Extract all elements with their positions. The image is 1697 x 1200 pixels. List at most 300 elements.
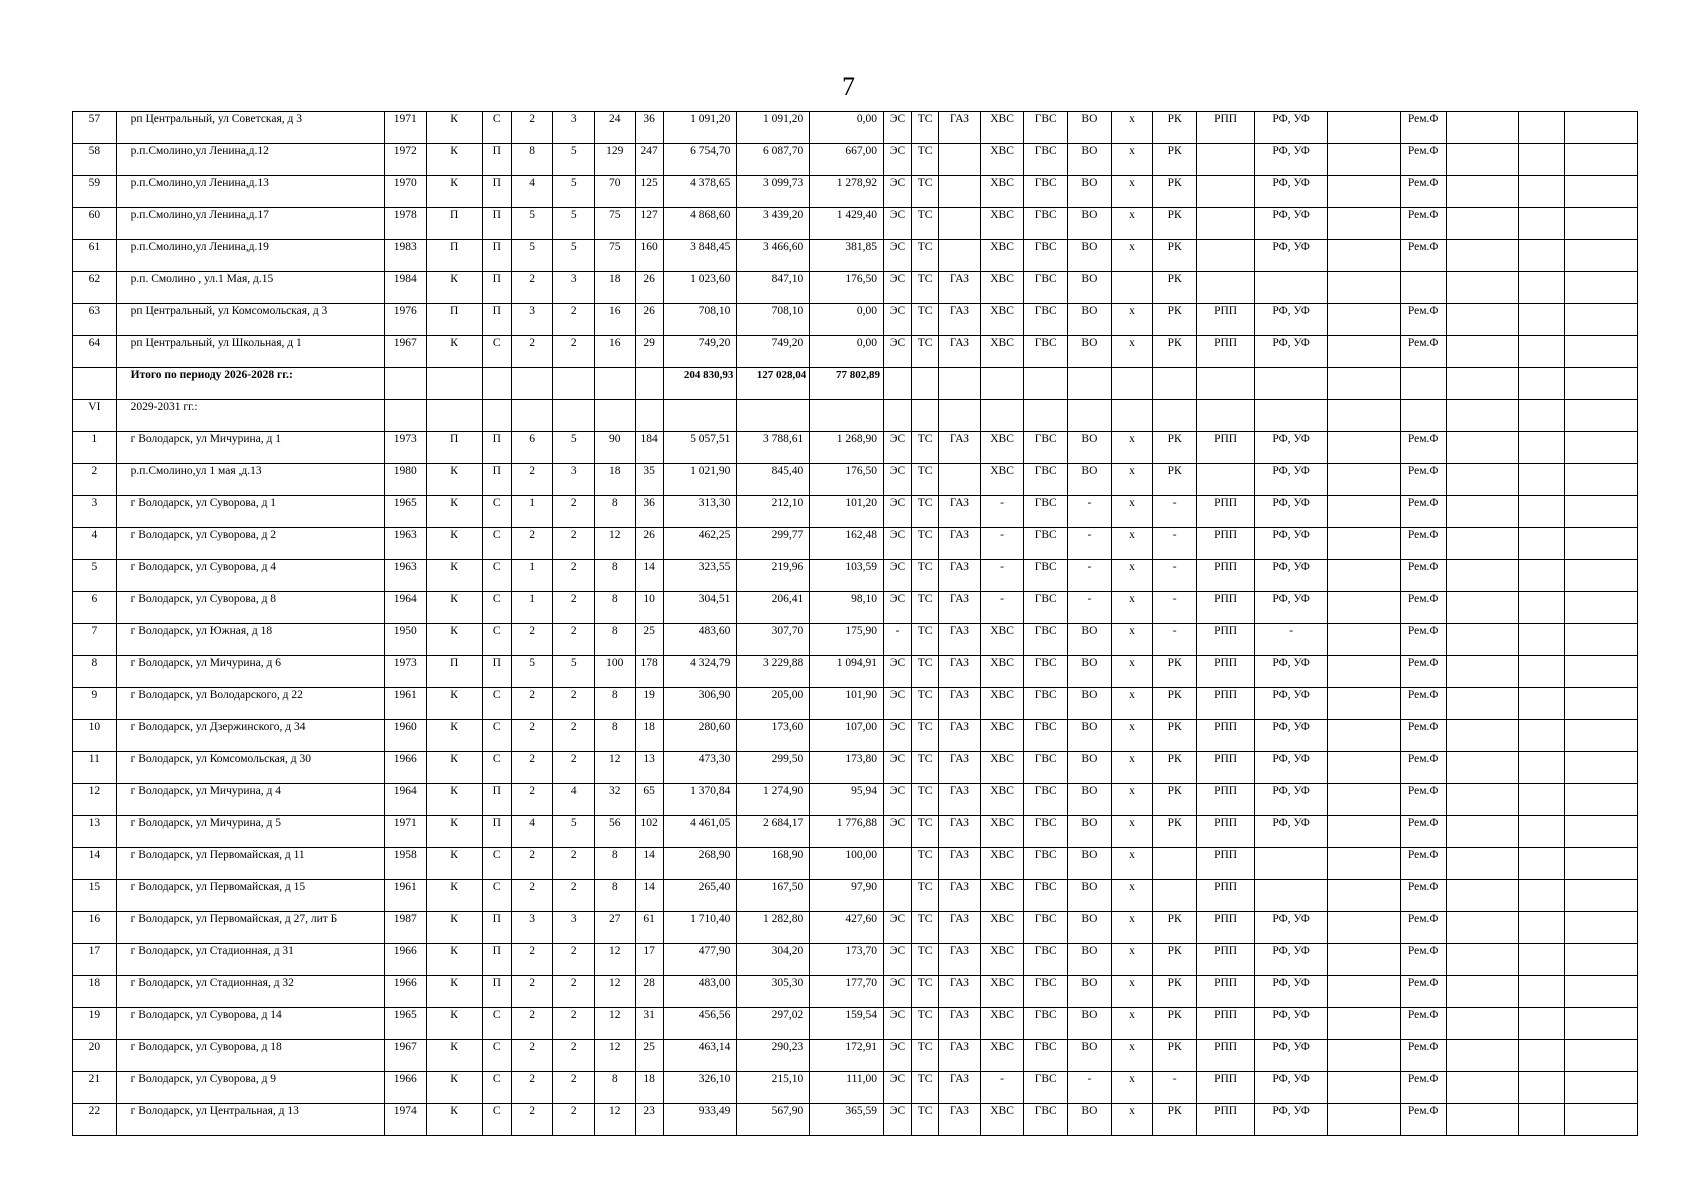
cell-c25	[1446, 848, 1519, 880]
cell-rk: РК	[1153, 240, 1197, 272]
cell-c23	[1328, 464, 1401, 496]
cell-hvs: -	[980, 560, 1024, 592]
cell-gvs: ГВС	[1024, 656, 1068, 688]
cell-hvs: -	[980, 1072, 1024, 1104]
cell-floors: 6	[511, 432, 553, 464]
cell-no	[73, 368, 117, 400]
cell-ts: ТС	[912, 624, 939, 656]
housing-register-table	[72, 111, 1638, 1136]
cell-entrances: 3	[553, 912, 595, 944]
cell-c26	[1519, 784, 1565, 816]
cell-rem: Рем.Ф	[1400, 240, 1446, 272]
cell-area-res: 1 091,20	[737, 112, 810, 144]
cell-c27	[1565, 560, 1638, 592]
cell-rk: -	[1153, 592, 1197, 624]
cell-hvs: ХВС	[980, 752, 1024, 784]
cell-c25	[1446, 304, 1519, 336]
cell-area-total: 477,90	[663, 944, 737, 976]
cell-floors: 2	[511, 976, 553, 1008]
cell-residents: 25	[635, 1040, 663, 1072]
table-row	[73, 560, 1638, 592]
cell-c25	[1446, 560, 1519, 592]
cell-hvs: ХВС	[980, 1104, 1024, 1136]
cell-rk: РК	[1153, 944, 1197, 976]
cell-x	[1111, 368, 1153, 400]
cell-es: -	[884, 624, 912, 656]
cell-c23	[1328, 752, 1401, 784]
cell-c23	[1328, 720, 1401, 752]
cell-rk: РК	[1153, 816, 1197, 848]
cell-roof: С	[482, 720, 511, 752]
cell-no: 13	[73, 816, 117, 848]
cell-rf	[1255, 272, 1328, 304]
cell-c23	[1328, 400, 1401, 432]
cell-c26	[1519, 208, 1565, 240]
cell-apartments: 12	[594, 1104, 635, 1136]
cell-gaz: ГАЗ	[939, 656, 981, 688]
cell-year: 1961	[384, 880, 426, 912]
cell-gaz: ГАЗ	[939, 880, 981, 912]
cell-area-res: 3 439,20	[737, 208, 810, 240]
register-body	[73, 112, 1638, 1136]
cell-es: ЭС	[884, 752, 912, 784]
cell-hvs: ХВС	[980, 784, 1024, 816]
cell-c26	[1519, 144, 1565, 176]
cell-ts: ТС	[912, 912, 939, 944]
cell-apartments: 18	[594, 272, 635, 304]
cell-ts: ТС	[912, 240, 939, 272]
cell-vo: ВО	[1068, 944, 1112, 976]
cell-x: х	[1111, 112, 1153, 144]
cell-ts: ТС	[912, 1008, 939, 1040]
cell-c26	[1519, 944, 1565, 976]
cell-apartments	[594, 400, 635, 432]
cell-gvs: ГВС	[1024, 976, 1068, 1008]
cell-year: 1966	[384, 752, 426, 784]
cell-c25	[1446, 944, 1519, 976]
cell-vo	[1068, 400, 1112, 432]
cell-no: 5	[73, 560, 117, 592]
cell-roof: С	[482, 848, 511, 880]
cell-area-nonres: 427,60	[810, 912, 884, 944]
cell-apartments: 24	[594, 112, 635, 144]
cell-rf	[1255, 368, 1328, 400]
cell-entrances: 3	[553, 272, 595, 304]
cell-apartments: 8	[594, 720, 635, 752]
cell-vo: ВО	[1068, 432, 1112, 464]
cell-c25	[1446, 272, 1519, 304]
cell-rpp: РПП	[1197, 624, 1255, 656]
cell-address: г Володарск, ул Мичурина, д 1	[116, 432, 384, 464]
cell-area-res: 305,30	[737, 976, 810, 1008]
cell-apartments: 12	[594, 976, 635, 1008]
cell-apartments: 12	[594, 528, 635, 560]
cell-roof: П	[482, 464, 511, 496]
cell-wall: К	[426, 496, 482, 528]
cell-ts	[912, 400, 939, 432]
cell-residents: 31	[635, 1008, 663, 1040]
cell-area-nonres: 176,50	[810, 464, 884, 496]
table-row	[73, 144, 1638, 176]
cell-x: х	[1111, 240, 1153, 272]
cell-wall: К	[426, 336, 482, 368]
cell-x: х	[1111, 144, 1153, 176]
cell-gaz: ГАЗ	[939, 560, 981, 592]
cell-rf: РФ, УФ	[1255, 944, 1328, 976]
cell-no: 60	[73, 208, 117, 240]
cell-c27	[1565, 784, 1638, 816]
cell-rf: РФ, УФ	[1255, 112, 1328, 144]
cell-area-nonres: 381,85	[810, 240, 884, 272]
cell-rf: РФ, УФ	[1255, 560, 1328, 592]
cell-no: 58	[73, 144, 117, 176]
cell-gvs: ГВС	[1024, 336, 1068, 368]
period-total-row	[73, 368, 1638, 400]
cell-floors: 5	[511, 208, 553, 240]
cell-rk: РК	[1153, 688, 1197, 720]
cell-apartments: 8	[594, 496, 635, 528]
cell-x: х	[1111, 1008, 1153, 1040]
cell-x	[1111, 272, 1153, 304]
cell-x: х	[1111, 624, 1153, 656]
cell-c23	[1328, 240, 1401, 272]
table-row	[73, 1072, 1638, 1104]
cell-apartments: 18	[594, 464, 635, 496]
cell-no: 12	[73, 784, 117, 816]
cell-gaz: ГАЗ	[939, 944, 981, 976]
cell-address: г Володарск, ул Суворова, д 2	[116, 528, 384, 560]
cell-c23	[1328, 1008, 1401, 1040]
cell-wall: К	[426, 752, 482, 784]
cell-wall: П	[426, 432, 482, 464]
cell-year: 1970	[384, 176, 426, 208]
cell-c27	[1565, 592, 1638, 624]
cell-hvs: ХВС	[980, 304, 1024, 336]
cell-c26	[1519, 816, 1565, 848]
cell-c26	[1519, 624, 1565, 656]
cell-rf: РФ, УФ	[1255, 688, 1328, 720]
cell-c26	[1519, 176, 1565, 208]
cell-c25	[1446, 752, 1519, 784]
cell-rpp: РПП	[1197, 496, 1255, 528]
cell-area-nonres: 176,50	[810, 272, 884, 304]
cell-area-res: 708,10	[737, 304, 810, 336]
cell-rpp	[1197, 144, 1255, 176]
cell-year: 1967	[384, 1040, 426, 1072]
cell-roof: П	[482, 432, 511, 464]
cell-wall: К	[426, 592, 482, 624]
cell-es	[884, 400, 912, 432]
table-row	[73, 688, 1638, 720]
cell-c25	[1446, 464, 1519, 496]
cell-c26	[1519, 496, 1565, 528]
cell-rpp: РПП	[1197, 112, 1255, 144]
cell-c26	[1519, 368, 1565, 400]
cell-gaz: ГАЗ	[939, 496, 981, 528]
table-row	[73, 848, 1638, 880]
cell-address: г Володарск, ул Первомайская, д 11	[116, 848, 384, 880]
cell-apartments: 75	[594, 208, 635, 240]
cell-rpp	[1197, 464, 1255, 496]
cell-rk: -	[1153, 528, 1197, 560]
cell-no: 2	[73, 464, 117, 496]
cell-floors: 2	[511, 464, 553, 496]
cell-rf: РФ, УФ	[1255, 720, 1328, 752]
cell-hvs: ХВС	[980, 112, 1024, 144]
cell-rem: Рем.Ф	[1400, 1008, 1446, 1040]
cell-year: 1960	[384, 720, 426, 752]
cell-c26	[1519, 592, 1565, 624]
cell-area-nonres: 667,00	[810, 144, 884, 176]
cell-area-total: 313,30	[663, 496, 737, 528]
cell-rf: РФ, УФ	[1255, 464, 1328, 496]
cell-gaz: ГАЗ	[939, 336, 981, 368]
cell-no: 9	[73, 688, 117, 720]
cell-area-nonres: 1 776,88	[810, 816, 884, 848]
cell-c23	[1328, 624, 1401, 656]
cell-floors: 2	[511, 336, 553, 368]
cell-c26	[1519, 656, 1565, 688]
table-row	[73, 944, 1638, 976]
cell-c25	[1446, 144, 1519, 176]
cell-ts: ТС	[912, 848, 939, 880]
cell-address: р.п.Смолино,ул Ленина,д.12	[116, 144, 384, 176]
cell-ts: ТС	[912, 304, 939, 336]
cell-roof: П	[482, 144, 511, 176]
cell-no: 6	[73, 592, 117, 624]
cell-residents: 10	[635, 592, 663, 624]
cell-rf: РФ, УФ	[1255, 240, 1328, 272]
table-row	[73, 208, 1638, 240]
cell-area-total: 749,20	[663, 336, 737, 368]
cell-residents: 18	[635, 720, 663, 752]
cell-area-total: 1 370,84	[663, 784, 737, 816]
cell-c25	[1446, 240, 1519, 272]
cell-area-total: 265,40	[663, 880, 737, 912]
cell-year: 1980	[384, 464, 426, 496]
cell-hvs: ХВС	[980, 336, 1024, 368]
cell-c27	[1565, 720, 1638, 752]
cell-residents: 17	[635, 944, 663, 976]
cell-c27	[1565, 816, 1638, 848]
cell-rf: РФ, УФ	[1255, 496, 1328, 528]
cell-residents	[635, 400, 663, 432]
cell-area-nonres: 0,00	[810, 336, 884, 368]
cell-year: 1984	[384, 272, 426, 304]
cell-area-total: 4 868,60	[663, 208, 737, 240]
cell-entrances: 2	[553, 976, 595, 1008]
cell-c25	[1446, 1040, 1519, 1072]
cell-apartments: 27	[594, 912, 635, 944]
cell-gaz: ГАЗ	[939, 1104, 981, 1136]
cell-no: 4	[73, 528, 117, 560]
cell-apartments: 100	[594, 656, 635, 688]
cell-address: г Володарск, ул Суворова, д 8	[116, 592, 384, 624]
cell-rk	[1153, 400, 1197, 432]
cell-rem: Рем.Ф	[1400, 1072, 1446, 1104]
cell-rk: РК	[1153, 1104, 1197, 1136]
section-header-row	[73, 400, 1638, 432]
cell-residents: 102	[635, 816, 663, 848]
cell-rk	[1153, 880, 1197, 912]
cell-ts: ТС	[912, 528, 939, 560]
cell-no: 21	[73, 1072, 117, 1104]
cell-x: х	[1111, 432, 1153, 464]
cell-hvs: ХВС	[980, 1040, 1024, 1072]
cell-rpp: РПП	[1197, 1008, 1255, 1040]
cell-c25	[1446, 784, 1519, 816]
cell-address: г Володарск, ул Южная, д 18	[116, 624, 384, 656]
cell-wall: К	[426, 688, 482, 720]
cell-rem: Рем.Ф	[1400, 688, 1446, 720]
cell-no: 17	[73, 944, 117, 976]
cell-hvs: ХВС	[980, 656, 1024, 688]
cell-gaz: ГАЗ	[939, 624, 981, 656]
cell-hvs: ХВС	[980, 880, 1024, 912]
cell-apartments: 16	[594, 304, 635, 336]
cell-es	[884, 368, 912, 400]
cell-area-total: 326,10	[663, 1072, 737, 1104]
cell-c27	[1565, 688, 1638, 720]
cell-wall: К	[426, 816, 482, 848]
cell-x: х	[1111, 848, 1153, 880]
cell-apartments: 8	[594, 880, 635, 912]
cell-ts: ТС	[912, 208, 939, 240]
cell-roof: П	[482, 944, 511, 976]
cell-vo: -	[1068, 528, 1112, 560]
cell-rem: Рем.Ф	[1400, 144, 1446, 176]
cell-entrances: 2	[553, 496, 595, 528]
cell-year: 1961	[384, 688, 426, 720]
cell-rf: РФ, УФ	[1255, 208, 1328, 240]
cell-rem: Рем.Ф	[1400, 752, 1446, 784]
cell-rf: РФ, УФ	[1255, 1040, 1328, 1072]
table-row	[73, 176, 1638, 208]
cell-vo: ВО	[1068, 144, 1112, 176]
cell-area-nonres: 101,90	[810, 688, 884, 720]
cell-c25	[1446, 496, 1519, 528]
cell-wall: К	[426, 528, 482, 560]
cell-area-nonres: 95,94	[810, 784, 884, 816]
cell-x: х	[1111, 208, 1153, 240]
cell-address: рп Центральный, ул Школьная, д 1	[116, 336, 384, 368]
cell-c26	[1519, 400, 1565, 432]
cell-entrances: 2	[553, 336, 595, 368]
cell-wall: П	[426, 656, 482, 688]
cell-vo: ВО	[1068, 1104, 1112, 1136]
cell-address: рп Центральный, ул Комсомольская, д 3	[116, 304, 384, 336]
cell-area-total: 463,14	[663, 1040, 737, 1072]
cell-c27	[1565, 1040, 1638, 1072]
cell-rf: РФ, УФ	[1255, 752, 1328, 784]
cell-area-res: 297,02	[737, 1008, 810, 1040]
cell-floors: 2	[511, 1040, 553, 1072]
cell-area-nonres: 159,54	[810, 1008, 884, 1040]
cell-c27	[1565, 1072, 1638, 1104]
cell-entrances: 2	[553, 528, 595, 560]
cell-residents: 13	[635, 752, 663, 784]
cell-floors: 2	[511, 880, 553, 912]
cell-area-res: 215,10	[737, 1072, 810, 1104]
cell-area-nonres: 1 429,40	[810, 208, 884, 240]
table-row	[73, 720, 1638, 752]
cell-floors: 2	[511, 1008, 553, 1040]
cell-c23	[1328, 304, 1401, 336]
cell-wall: К	[426, 624, 482, 656]
cell-c25	[1446, 912, 1519, 944]
cell-c25	[1446, 976, 1519, 1008]
cell-floors: 5	[511, 240, 553, 272]
cell-rem: Рем.Ф	[1400, 816, 1446, 848]
cell-wall: К	[426, 464, 482, 496]
cell-vo: ВО	[1068, 176, 1112, 208]
cell-c23	[1328, 336, 1401, 368]
cell-c27	[1565, 912, 1638, 944]
cell-area-nonres: 0,00	[810, 112, 884, 144]
cell-area-res: 1 274,90	[737, 784, 810, 816]
cell-ts: ТС	[912, 112, 939, 144]
cell-rf: РФ, УФ	[1255, 176, 1328, 208]
cell-area-total: 6 754,70	[663, 144, 737, 176]
cell-roof: С	[482, 1104, 511, 1136]
cell-ts: ТС	[912, 880, 939, 912]
cell-vo: -	[1068, 560, 1112, 592]
cell-gvs: ГВС	[1024, 944, 1068, 976]
cell-hvs: ХВС	[980, 1008, 1024, 1040]
cell-address: р.п.Смолино,ул Ленина,д.19	[116, 240, 384, 272]
cell-area-res: 845,40	[737, 464, 810, 496]
cell-roof: С	[482, 1008, 511, 1040]
cell-address: г Володарск, ул Суворова, д 1	[116, 496, 384, 528]
cell-floors: 2	[511, 624, 553, 656]
cell-vo	[1068, 368, 1112, 400]
table-row	[73, 624, 1638, 656]
cell-rpp	[1197, 368, 1255, 400]
cell-no: 10	[73, 720, 117, 752]
cell-floors: 1	[511, 560, 553, 592]
cell-entrances: 2	[553, 624, 595, 656]
cell-es: ЭС	[884, 1008, 912, 1040]
cell-gvs	[1024, 400, 1068, 432]
cell-address: г Володарск, ул Первомайская, д 27, лит Б	[116, 912, 384, 944]
cell-ts: ТС	[912, 784, 939, 816]
cell-address: г Володарск, ул Комсомольская, д 30	[116, 752, 384, 784]
cell-wall: К	[426, 1008, 482, 1040]
cell-rem: Рем.Ф	[1400, 1104, 1446, 1136]
cell-gvs	[1024, 368, 1068, 400]
cell-floors: 4	[511, 176, 553, 208]
cell-area-total: 462,25	[663, 528, 737, 560]
table-row	[73, 1008, 1638, 1040]
cell-rem: Рем.Ф	[1400, 176, 1446, 208]
cell-address: г Володарск, ул Суворова, д 14	[116, 1008, 384, 1040]
cell-gvs: ГВС	[1024, 464, 1068, 496]
cell-hvs	[980, 368, 1024, 400]
cell-roof: С	[482, 112, 511, 144]
cell-c26	[1519, 880, 1565, 912]
cell-area-total: 204 830,93	[663, 368, 737, 400]
cell-c27	[1565, 880, 1638, 912]
cell-x: х	[1111, 336, 1153, 368]
cell-ts: ТС	[912, 496, 939, 528]
cell-gaz: ГАЗ	[939, 1040, 981, 1072]
cell-floors	[511, 400, 553, 432]
cell-ts: ТС	[912, 272, 939, 304]
cell-gaz	[939, 240, 981, 272]
cell-no: 19	[73, 1008, 117, 1040]
cell-year: 1963	[384, 560, 426, 592]
cell-c27	[1565, 1008, 1638, 1040]
